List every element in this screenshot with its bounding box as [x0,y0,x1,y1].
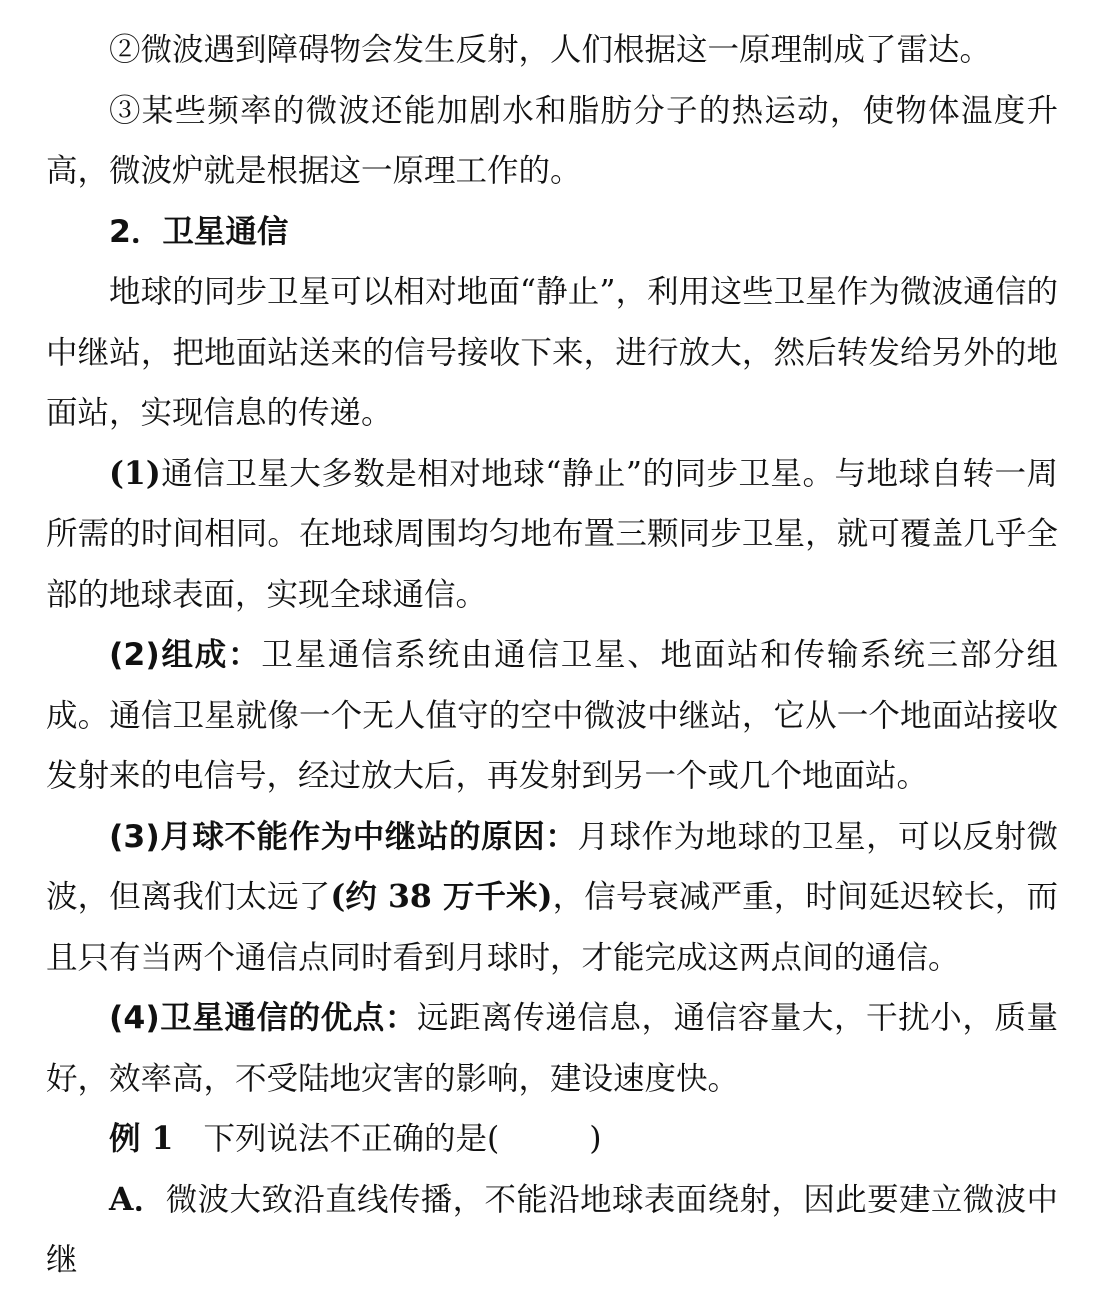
paragraph-point-1 [46,444,1058,626]
paragraph-microwave-oven-text: ③某些频率的微波还能加剧水和脂肪分子的热运动，使物体温度升高，微波炉就是根据这一原理工作的。 [46,92,1058,189]
paragraph-point-4 [46,988,1058,1109]
point-2-text: 卫星通信系统由通信卫星、地面站和传输系统三部分组成。通信卫星就像一个无人值守的空中微波中继站，它从一个地面站接收发射来的电信号，经过放大后，再发射到另一个或几个地面站。 [46,637,1058,794]
example-text: 下列说法不正确的是( [203,1121,500,1157]
document-content [46,20,1058,1291]
example-close: ) [589,1121,602,1157]
point-1-label: (1) [109,454,161,492]
point-1-text: 通信卫星大多数是相对地球“静止”的同步卫星。与地球自转一周所需的时间相同。在地球周围均匀地布置三颗同步卫星，就可覆盖几乎全部的地球表面，实现全球通信。 [46,455,1058,613]
paragraph-microwave-oven [46,81,1058,202]
point-4-text: 远距离传递信息，通信容量大，干扰小，质量好，效率高，不受陆地灾害的影响，建设速度快。 [46,1000,1058,1097]
point-3-text-c: ，信号衰减严重，时间延迟较长，而且只有当两个通信点同时看到月球时，才能完成这两点间的通信。 [46,879,1058,976]
point-3-label: (3)月球不能作为中继站的原因： [109,818,578,855]
option-a-label: A． [109,1180,166,1218]
paragraph-sync-satellite-text: 地球的同步卫星可以相对地面“静止”，利用这些卫星作为微波通信的中继站，把地面站送来的信号接收下来，进行放大，然后转发给另外的地面站，实现信息的传递。 [46,274,1058,431]
point-2-label: (2)组成： [109,637,262,673]
paragraph-sync-satellite [46,262,1058,444]
paragraph-radar [46,20,1058,81]
section-heading-title: 卫星通信 [162,213,289,250]
section-heading-number: 2． [109,213,163,250]
option-a-text: 微波大致沿直线传播，不能沿地球表面绕射，因此要建立微波中继 [46,1181,1058,1278]
option-a [46,1170,1058,1291]
section-heading-satellite-communication [46,202,1058,263]
example-question [46,1109,1058,1170]
paragraph-radar-text: ②微波遇到障碍物会发生反射，人们根据这一原理制成了雷达。 [109,32,992,68]
point-4-label: (4)卫星通信的优点： [109,1000,417,1036]
point-3-text-a: 月球作为地球的卫星，可以反射微波，但离我们太远了 [46,818,1058,915]
paragraph-point-3 [46,807,1058,989]
point-3-distance: (约 38 万千米) [330,878,553,915]
paragraph-point-2 [46,625,1058,807]
example-label: 例 1 [109,1120,174,1157]
